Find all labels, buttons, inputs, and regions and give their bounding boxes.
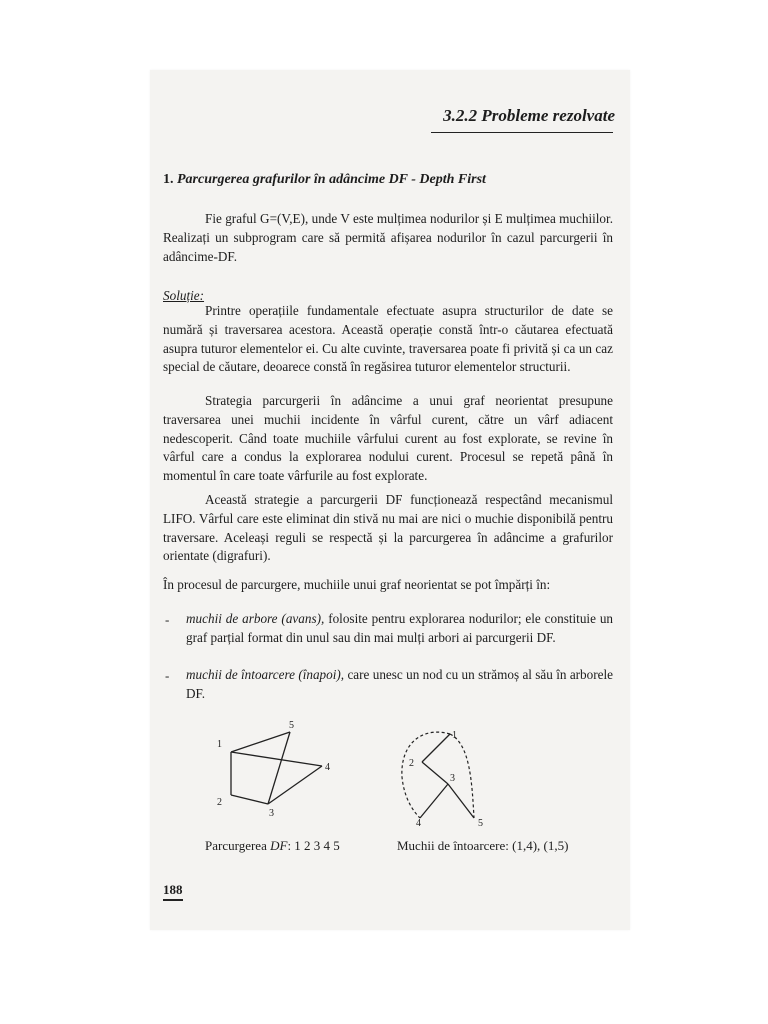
- caption-left-rest: : 1 2 3 4 5: [287, 838, 340, 853]
- bullet-item-2: [186, 666, 613, 704]
- node-label: 4: [416, 818, 421, 829]
- solution-paragraph-2: [163, 392, 613, 486]
- back-edge-1-4: [402, 732, 450, 818]
- problem-title: [163, 172, 613, 188]
- caption-left-df: DF: [270, 838, 288, 853]
- page-number: 188: [163, 882, 183, 901]
- bullet-mark-1: -: [165, 612, 170, 627]
- statement-text: Fie graful G=(V,E), unde V este mulțimea nodurilor și E mulțimea muchiilor. Realizați un subprogram care să permită afișarea nodurilor în cazul parcurgerii în adâncime-DF.: [163, 211, 613, 264]
- bullet-2-term: muchii de întoarcere (înapoi),: [186, 667, 345, 682]
- edge-1-4: [231, 752, 322, 766]
- solution-p2-text: Strategia parcurgerii în adâncime a unui graf neorientat presupune traversarea unei muchii incidente în vârful curent, către un vârf adiacent nedescoperit. Când toate muchiile vârfului curent au fost explorate, se revine în vârful care a condus la explorarea nodului curent. Procesul se repetă până în momentul în care toate vârfurile au fost explorate.: [163, 393, 613, 484]
- solution-paragraph-4: În procesul de parcurgere, muchiile unui graf neorientat se pot împărți în:: [163, 577, 551, 592]
- bullet-1-text: folosite pentru explorarea nodurilor; ele constituie un graf parțial format din unul sau din mai mulți arbori ai parcurgerii DF.: [186, 611, 614, 645]
- edge-1-5: [231, 732, 290, 752]
- bullet-item-1: [186, 610, 613, 648]
- edge-3-5: [268, 732, 290, 804]
- caption-left: [205, 838, 340, 854]
- solution-label: Soluție:: [163, 288, 205, 303]
- tree-edge-3-5: [448, 784, 474, 818]
- graph-left: [205, 712, 345, 822]
- edge-3-4: [268, 766, 322, 804]
- edge-2-3: [231, 795, 268, 804]
- node-label: 4: [325, 762, 330, 773]
- solution-paragraph-1: [163, 302, 613, 377]
- node-label: 3: [450, 773, 455, 784]
- node-label: 1: [452, 730, 457, 741]
- node-label: 1: [217, 739, 222, 750]
- graph-right: [392, 722, 502, 832]
- tree-edge-2-3: [422, 762, 448, 784]
- problem-statement: [163, 210, 613, 266]
- problem-title-text: Parcurgerea grafurilor în adâncime DF - Depth First: [177, 172, 486, 187]
- tree-edge-1-2: [422, 734, 450, 762]
- solution-p3-text: Această strategie a parcurgerii DF funcționează respectând mecanismul LIFO. Vârful care este eliminat din stivă nu mai are nici o muchie disponibilă pentru traversare. Aceleași reguli se respectă și la parcurgerea în adâncime a grafurilor orientate (digrafuri).: [163, 492, 613, 564]
- node-label: 5: [478, 818, 483, 829]
- bullet-2-text: care unesc un nod cu un strămoș al său în arborele DF.: [186, 667, 614, 701]
- node-label: 3: [269, 808, 274, 819]
- solution-paragraph-3: [163, 491, 613, 566]
- node-label: 2: [409, 758, 414, 769]
- bullet-1-term: muchii de arbore (avans),: [186, 611, 325, 626]
- node-label: 5: [289, 720, 294, 731]
- header-rule: [431, 132, 613, 133]
- tree-edge-3-4: [420, 784, 448, 818]
- caption-right: Muchii de întoarcere: (1,4), (1,5): [397, 838, 569, 853]
- section-header: 3.2.2 Probleme rezolvate: [443, 106, 615, 125]
- solution-p1-text: Printre operațiile fundamentale efectuate asupra structurilor de date se numără și traversarea acestora. Această operație constă într-o căutarea efectuată asupra tuturor elementelor ei. Cu alte cuvinte, traversarea poate fi privită și ca un caz special de căutare, deoarece constă în regăsirea tuturor elementelor structurii.: [163, 303, 613, 375]
- bullet-mark-2: -: [165, 668, 170, 683]
- caption-left-prefix: Parcurgerea: [205, 838, 267, 853]
- node-label: 2: [217, 797, 222, 808]
- problem-number: 1.: [163, 172, 174, 187]
